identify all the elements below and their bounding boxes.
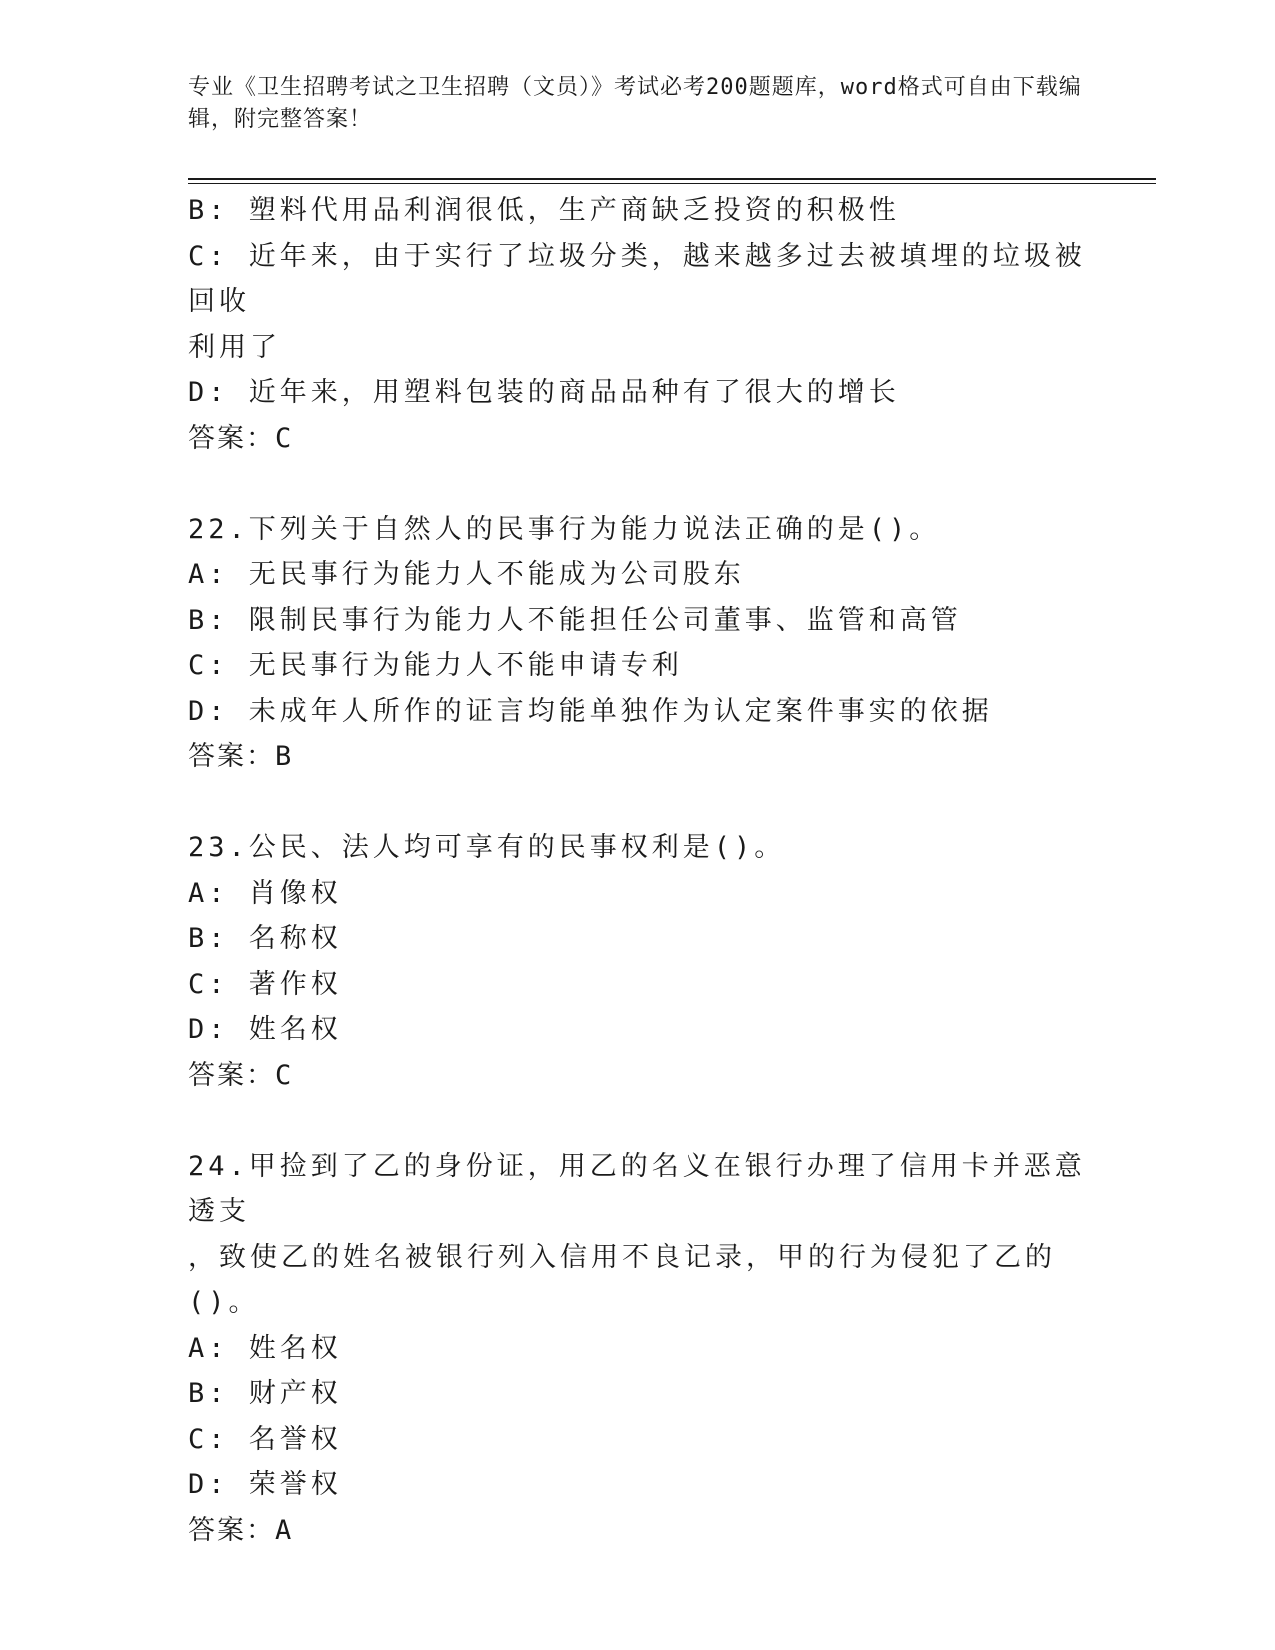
option-c: C: 无民事行为能力人不能申请专利	[188, 650, 683, 681]
option-d: D: 近年来，用塑料包装的商品品种有了很大的增长	[188, 377, 900, 408]
answer: 答案：C	[188, 1059, 294, 1091]
question-23	[188, 825, 1088, 1098]
option-b: B: 名称权	[188, 923, 342, 954]
question-stem-line-1: 24.甲捡到了乙的身份证，用乙的名义在银行办理了信用卡并恶意透支	[188, 1150, 1086, 1227]
spacer	[188, 1098, 1088, 1144]
answer: 答案：B	[188, 741, 294, 772]
option-a: A: 姓名权	[188, 1332, 342, 1364]
option-a: A: 无民事行为能力人不能成为公司股东	[188, 559, 745, 590]
option-b: B: 塑料代用品利润很低，生产商缺乏投资的积极性	[188, 195, 900, 226]
question-stem: 23.公民、法人均可享有的民事权利是()。	[188, 832, 786, 863]
question-24	[188, 1144, 1088, 1554]
option-a: A: 肖像权	[188, 877, 342, 909]
header-divider-thin	[188, 183, 1156, 184]
option-d: D: 未成年人所作的证言均能单独作为认定案件事实的依据	[188, 695, 993, 727]
option-d: D: 姓名权	[188, 1014, 342, 1045]
option-b: B: 财产权	[188, 1378, 342, 1409]
option-c-line-2: 利用了	[188, 331, 281, 363]
question-22	[188, 507, 1088, 780]
option-d: D: 荣誉权	[188, 1469, 342, 1500]
header-text: 专业《卫生招聘考试之卫生招聘（文员）》考试必考200题题库，word格式可自由下载编辑，附完整答案！	[188, 75, 1082, 132]
answer: 答案：A	[188, 1514, 294, 1546]
option-c: C: 名誉权	[188, 1423, 342, 1455]
option-b: B: 限制民事行为能力人不能担任公司董事、监管和高管	[188, 604, 962, 636]
question-stem-line-2: ，致使乙的姓名被银行列入信用不良记录，甲的行为侵犯了乙的()。	[188, 1241, 1056, 1318]
spacer	[188, 780, 1088, 826]
document-header	[188, 72, 1088, 136]
answer: 答案：C	[188, 422, 294, 454]
question-21-tail	[188, 188, 1088, 461]
question-stem: 22.下列关于自然人的民事行为能力说法正确的是()。	[188, 513, 941, 545]
header-divider-thick	[188, 178, 1156, 180]
option-c: C: 著作权	[188, 968, 342, 1000]
spacer	[188, 461, 1088, 507]
option-c-line-1: C: 近年来，由于实行了垃圾分类，越来越多过去被填埋的垃圾被回收	[188, 240, 1086, 317]
question-list	[188, 188, 1088, 1553]
